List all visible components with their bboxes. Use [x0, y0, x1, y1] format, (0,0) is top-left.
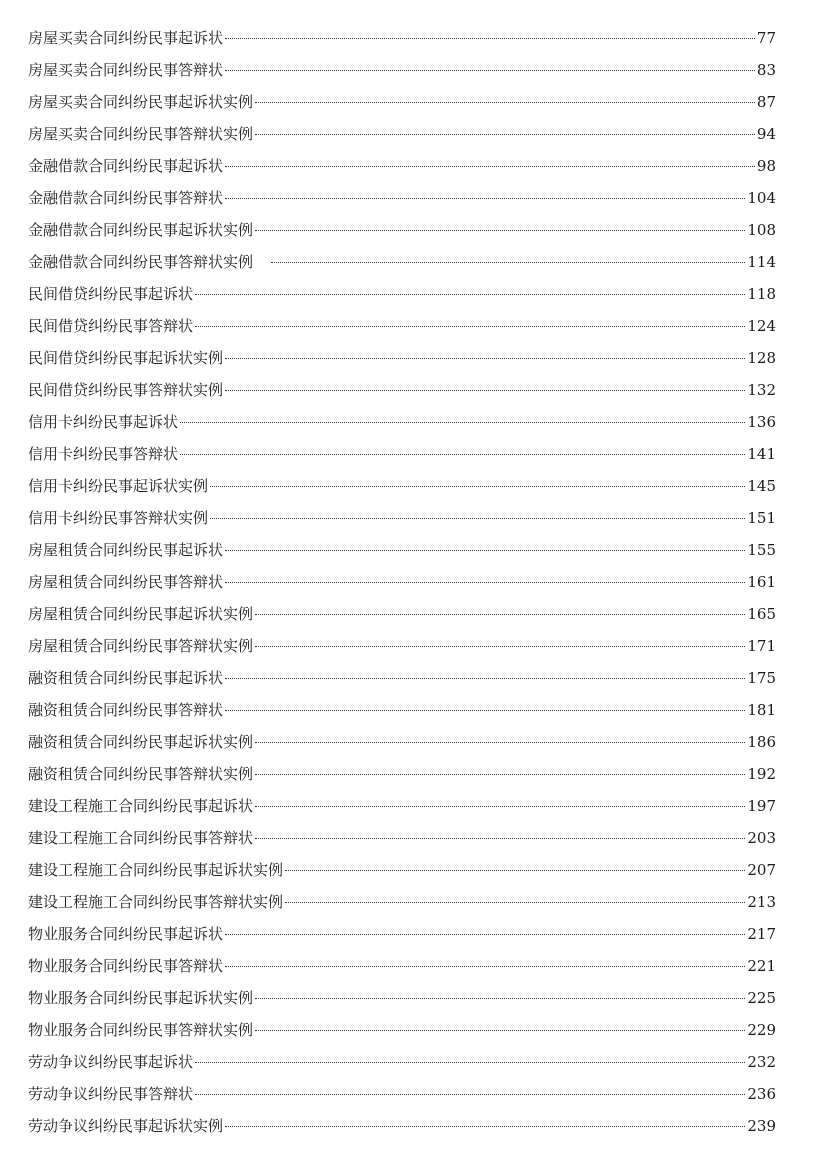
toc-entry-title: 物业服务合同纠纷民事起诉状实例: [28, 989, 254, 1007]
toc-entry-page-number: 239: [747, 1117, 776, 1135]
toc-entry-page-number: 136: [747, 413, 776, 431]
toc-entry: [28, 118, 776, 150]
toc-dot-leader: [225, 358, 745, 359]
toc-dot-leader: [225, 934, 745, 935]
toc-dot-leader: [195, 1094, 745, 1095]
toc-entry-page-number: 197: [747, 797, 776, 815]
table-of-contents: [28, 22, 776, 1142]
toc-entry-page-number: 171: [747, 637, 776, 655]
toc-dot-leader: [195, 1062, 745, 1063]
toc-dot-leader: [255, 774, 745, 775]
toc-entry-page-number: 83: [756, 61, 776, 79]
toc-entry-page-number: 145: [747, 477, 776, 495]
toc-entry: [28, 854, 776, 886]
toc-entry: [28, 1078, 776, 1110]
toc-entry-title: 金融借款合同纠纷民事答辩状实例: [28, 253, 254, 271]
toc-entry-title: 建设工程施工合同纠纷民事起诉状实例: [28, 861, 284, 879]
toc-entry-page-number: 87: [756, 93, 776, 111]
toc-entry-title: 民间借贷纠纷民事起诉状: [28, 285, 194, 303]
toc-entry-title: 物业服务合同纠纷民事答辩状实例: [28, 1021, 254, 1039]
toc-entry-title: 信用卡纠纷民事起诉状: [28, 413, 179, 431]
toc-dot-leader: [255, 134, 755, 135]
toc-dot-leader: [225, 678, 745, 679]
toc-dot-leader: [225, 582, 745, 583]
toc-entry-title: 信用卡纠纷民事起诉状实例: [28, 477, 209, 495]
toc-entry-page-number: 104: [747, 189, 776, 207]
toc-entry-page-number: 161: [747, 573, 776, 591]
toc-entry: [28, 726, 776, 758]
toc-entry: [28, 982, 776, 1014]
toc-entry: [28, 22, 776, 54]
toc-entry-page-number: 128: [747, 349, 776, 367]
toc-dot-leader: [225, 1126, 745, 1127]
toc-entry-page-number: 175: [747, 669, 776, 687]
toc-entry: [28, 1110, 776, 1142]
toc-dot-leader: [210, 486, 745, 487]
toc-entry-page-number: 114: [747, 253, 776, 271]
toc-dot-leader: [255, 998, 745, 999]
toc-dot-leader: [255, 614, 745, 615]
toc-entry: [28, 310, 776, 342]
toc-entry-page-number: 165: [747, 605, 776, 623]
toc-entry-page-number: 155: [747, 541, 776, 559]
toc-entry: [28, 694, 776, 726]
toc-entry: [28, 630, 776, 662]
toc-entry: [28, 406, 776, 438]
toc-dot-leader: [285, 902, 745, 903]
toc-dot-leader: [225, 198, 745, 199]
toc-dot-leader: [225, 550, 745, 551]
toc-entry-title: 信用卡纠纷民事答辩状: [28, 445, 179, 463]
toc-entry: [28, 950, 776, 982]
toc-entry-title: 建设工程施工合同纠纷民事答辩状实例: [28, 893, 284, 911]
toc-entry-page-number: 225: [747, 989, 776, 1007]
toc-entry-page-number: 213: [747, 893, 776, 911]
toc-entry: [28, 662, 776, 694]
toc-entry-title: 融资租赁合同纠纷民事起诉状实例: [28, 733, 254, 751]
toc-entry: [28, 246, 776, 278]
toc-entry-title: 房屋买卖合同纠纷民事起诉状实例: [28, 93, 254, 111]
toc-entry-page-number: 229: [747, 1021, 776, 1039]
toc-entry-title: 信用卡纠纷民事答辩状实例: [28, 509, 209, 527]
toc-dot-leader: [285, 870, 745, 871]
toc-dot-leader: [225, 966, 745, 967]
toc-entry-page-number: 124: [747, 317, 776, 335]
toc-dot-leader: [180, 454, 745, 455]
toc-entry-title: 物业服务合同纠纷民事答辩状: [28, 957, 224, 975]
toc-entry-title: 民间借贷纠纷民事起诉状实例: [28, 349, 224, 367]
toc-entry: [28, 790, 776, 822]
toc-dot-leader: [225, 70, 755, 71]
toc-entry-page-number: 207: [747, 861, 776, 879]
toc-entry-title: 劳动争议纠纷民事起诉状: [28, 1053, 194, 1071]
toc-dot-leader: [225, 166, 755, 167]
toc-entry-title: 房屋租赁合同纠纷民事答辩状: [28, 573, 224, 591]
toc-entry-title: 金融借款合同纠纷民事起诉状实例: [28, 221, 254, 239]
toc-entry: [28, 86, 776, 118]
toc-entry-page-number: 108: [747, 221, 776, 239]
toc-entry: [28, 278, 776, 310]
toc-entry: [28, 470, 776, 502]
toc-dot-leader: [255, 838, 745, 839]
toc-entry-title: 房屋买卖合同纠纷民事答辩状: [28, 61, 224, 79]
toc-entry: [28, 566, 776, 598]
toc-entry-page-number: 232: [747, 1053, 776, 1071]
toc-entry-page-number: 186: [747, 733, 776, 751]
toc-entry: [28, 182, 776, 214]
toc-dot-leader: [255, 742, 745, 743]
toc-entry: [28, 374, 776, 406]
toc-entry-page-number: 221: [747, 957, 776, 975]
toc-entry-title: 建设工程施工合同纠纷民事起诉状: [28, 797, 254, 815]
toc-dot-leader: [225, 38, 755, 39]
toc-entry: [28, 502, 776, 534]
toc-dot-leader: [271, 262, 745, 263]
toc-dot-leader: [255, 806, 745, 807]
toc-entry-page-number: 236: [747, 1085, 776, 1103]
toc-entry-title: 物业服务合同纠纷民事起诉状: [28, 925, 224, 943]
toc-entry-title: 房屋租赁合同纠纷民事答辩状实例: [28, 637, 254, 655]
toc-entry: [28, 1046, 776, 1078]
toc-entry-title: 融资租赁合同纠纷民事答辩状实例: [28, 765, 254, 783]
toc-entry: [28, 54, 776, 86]
toc-entry-page-number: 203: [747, 829, 776, 847]
toc-entry: [28, 886, 776, 918]
toc-entry: [28, 822, 776, 854]
toc-entry-title: 房屋租赁合同纠纷民事起诉状实例: [28, 605, 254, 623]
toc-entry-page-number: 217: [747, 925, 776, 943]
toc-dot-leader: [255, 1030, 745, 1031]
toc-entry: [28, 534, 776, 566]
toc-entry-title: 民间借贷纠纷民事答辩状实例: [28, 381, 224, 399]
toc-entry-title: 建设工程施工合同纠纷民事答辩状: [28, 829, 254, 847]
toc-entry-title: 房屋买卖合同纠纷民事答辩状实例: [28, 125, 254, 143]
toc-entry-title: 金融借款合同纠纷民事起诉状: [28, 157, 224, 175]
toc-dot-leader: [180, 422, 745, 423]
toc-entry: [28, 598, 776, 630]
toc-entry-page-number: 94: [756, 125, 776, 143]
toc-entry-title: 金融借款合同纠纷民事答辩状: [28, 189, 224, 207]
toc-entry-page-number: 118: [747, 285, 776, 303]
toc-dot-leader: [255, 230, 745, 231]
toc-entry-page-number: 132: [747, 381, 776, 399]
toc-entry-title: 民间借贷纠纷民事答辩状: [28, 317, 194, 335]
toc-dot-leader: [210, 518, 745, 519]
toc-dot-leader: [255, 646, 745, 647]
toc-entry-title: 劳动争议纠纷民事答辩状: [28, 1085, 194, 1103]
toc-entry: [28, 438, 776, 470]
toc-dot-leader: [195, 326, 745, 327]
toc-entry-title: 融资租赁合同纠纷民事答辩状: [28, 701, 224, 719]
toc-entry-page-number: 192: [747, 765, 776, 783]
toc-entry-page-number: 98: [756, 157, 776, 175]
toc-dot-leader: [255, 102, 755, 103]
toc-entry-title: 融资租赁合同纠纷民事起诉状: [28, 669, 224, 687]
toc-dot-leader: [195, 294, 745, 295]
toc-entry: [28, 214, 776, 246]
toc-entry: [28, 1014, 776, 1046]
toc-entry: [28, 150, 776, 182]
toc-entry: [28, 918, 776, 950]
toc-entry: [28, 758, 776, 790]
toc-dot-leader: [225, 710, 745, 711]
toc-entry-page-number: 181: [747, 701, 776, 719]
toc-entry-page-number: 77: [756, 29, 776, 47]
toc-entry-title: 劳动争议纠纷民事起诉状实例: [28, 1117, 224, 1135]
toc-entry-page-number: 151: [747, 509, 776, 527]
toc-entry-title: 房屋买卖合同纠纷民事起诉状: [28, 29, 224, 47]
toc-dot-leader: [225, 390, 745, 391]
toc-entry-page-number: 141: [747, 445, 776, 463]
toc-entry: [28, 342, 776, 374]
toc-entry-title: 房屋租赁合同纠纷民事起诉状: [28, 541, 224, 559]
